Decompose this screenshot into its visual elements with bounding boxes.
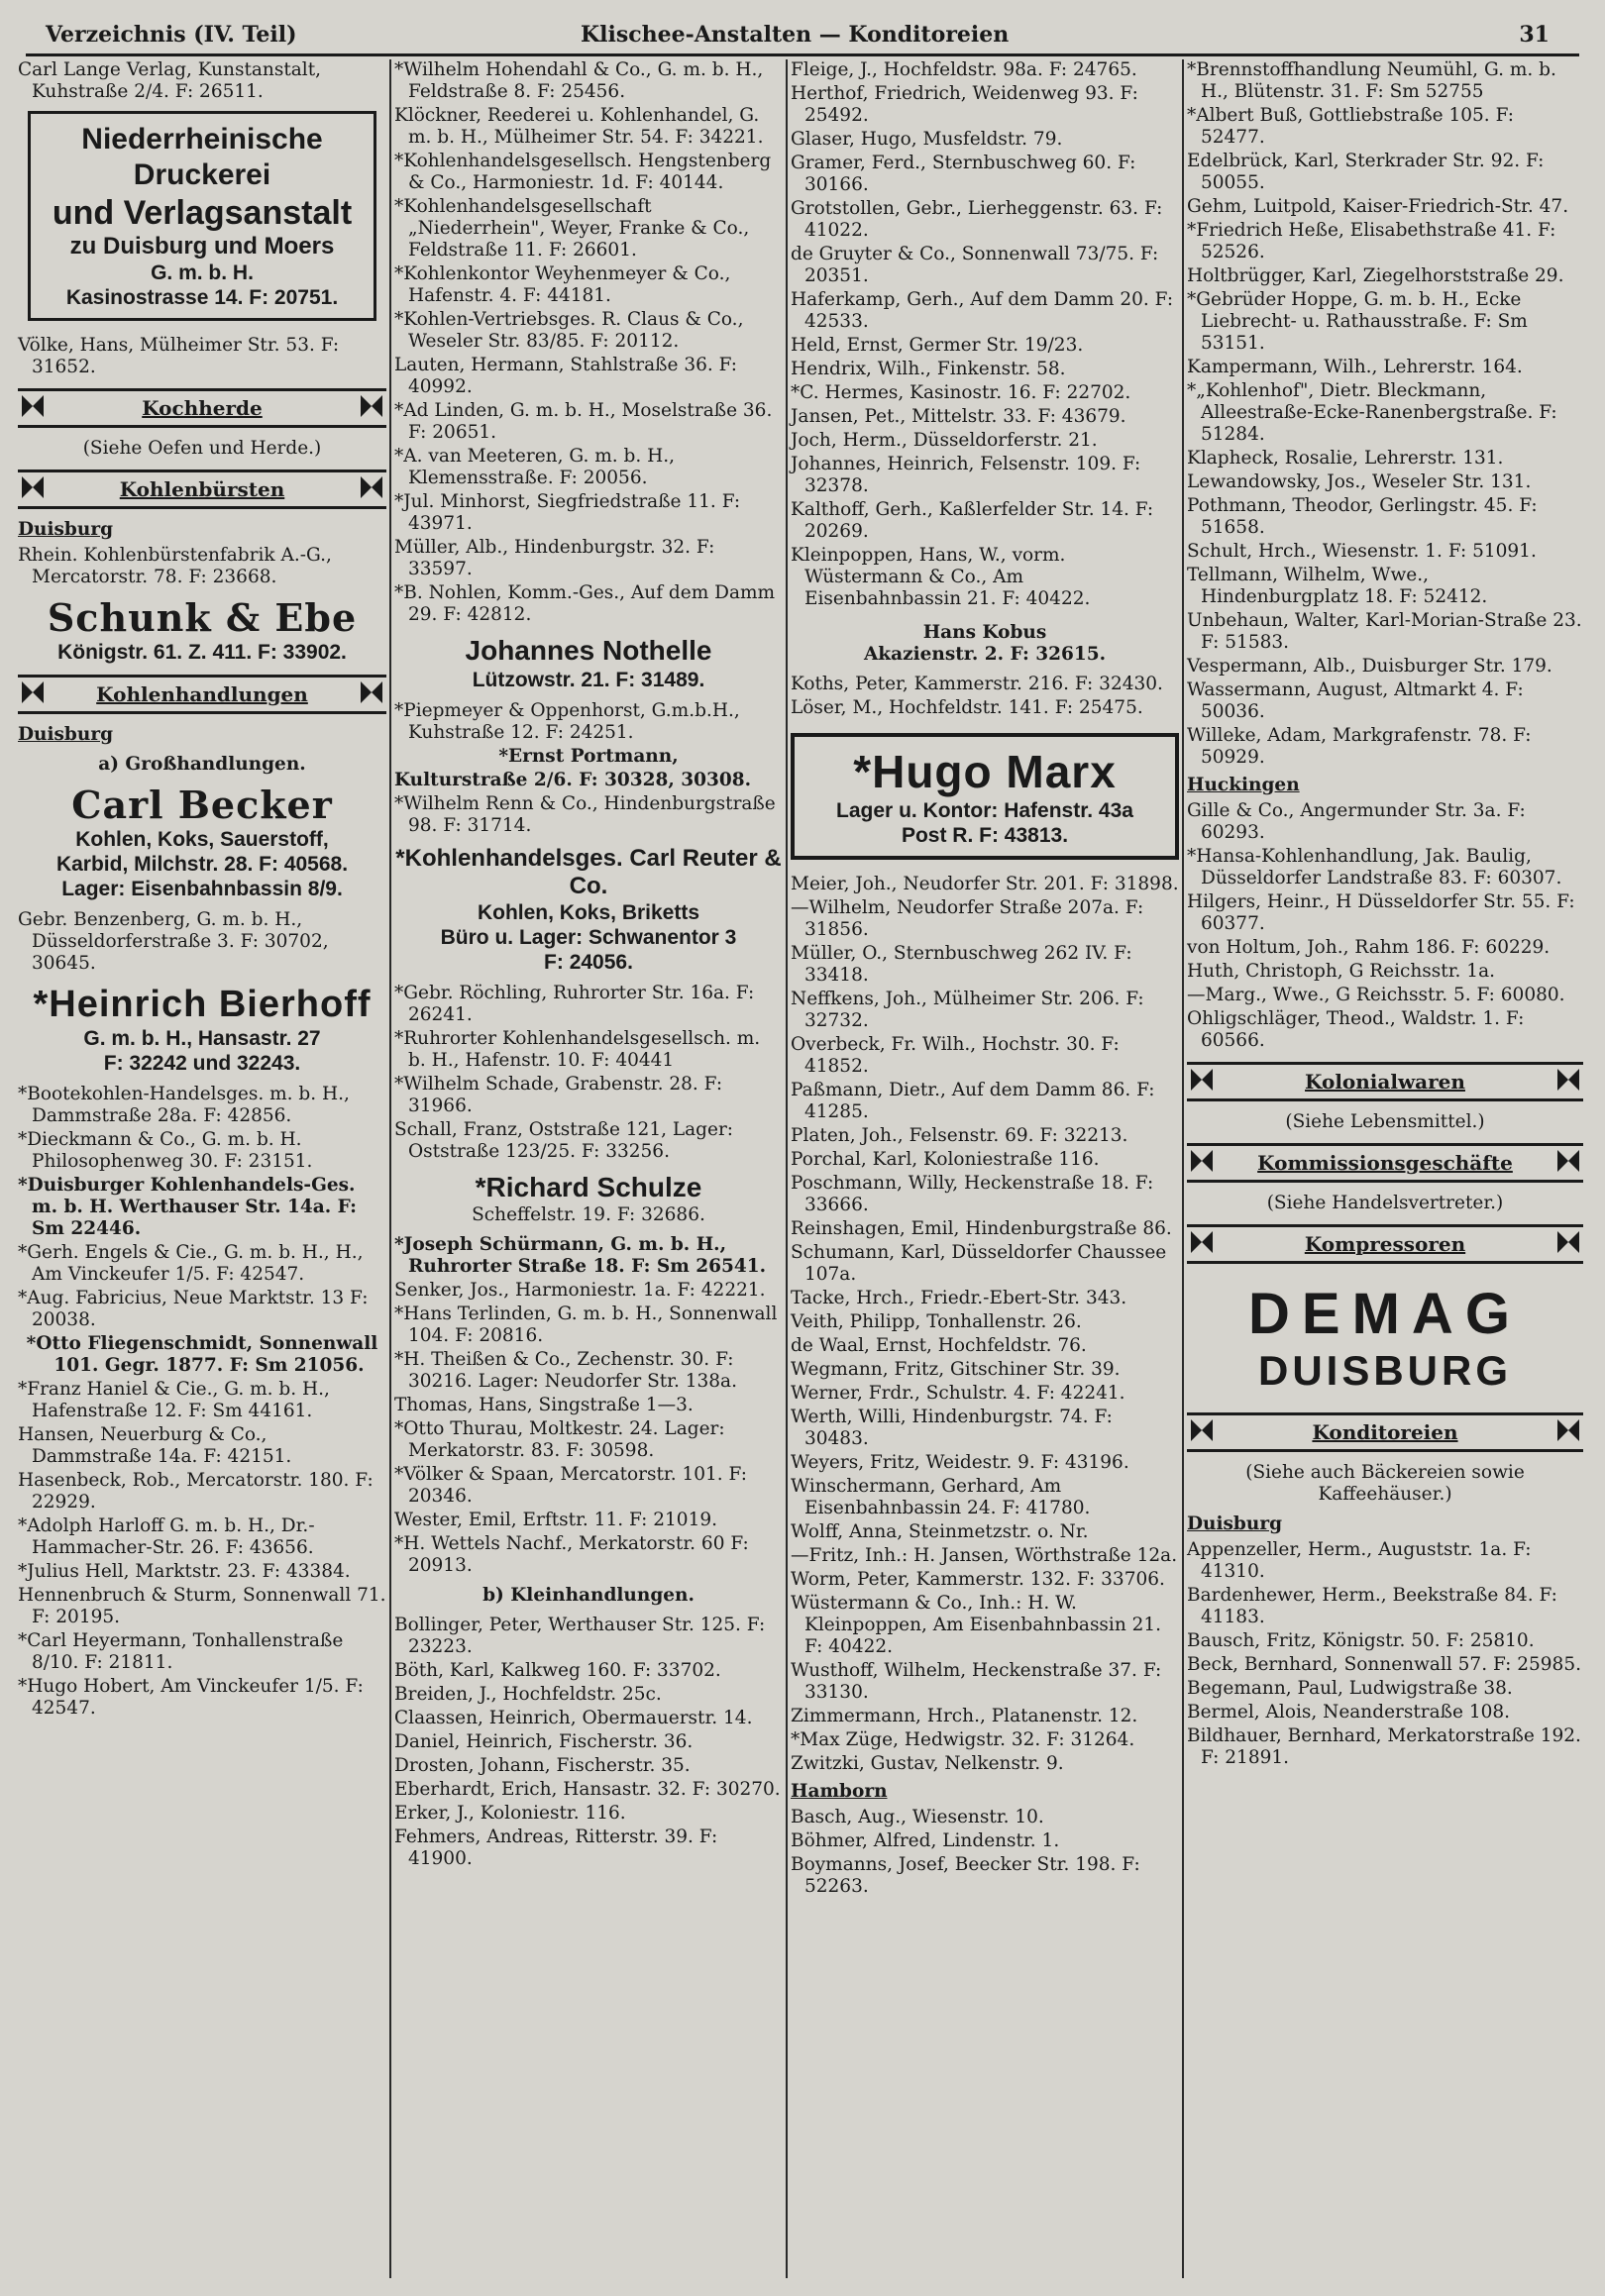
list-item: Gille & Co., Angermunder Str. 3a. F: 60293.: [1187, 800, 1526, 843]
list-item: Haferkamp, Gerh., Auf dem Damm 20. F: 42533.: [791, 289, 1174, 332]
list-item: *Duisburger Kohlenhandels-Ges. m. b. H. Werthauser Str. 14a. F: Sm 22446.: [18, 1175, 357, 1239]
list-item: *Wilhelm Renn & Co., Hindenburgstraße 98. F: 31714.: [394, 793, 776, 836]
list-item: Platen, Joh., Felsenstr. 69. F: 32213.: [791, 1125, 1128, 1146]
list-item: Schumann, Karl, Düsseldorfer Chaussee 107a.: [791, 1242, 1167, 1285]
list-item: *Hansa-Kohlenhandlung, Jak. Baulig, Düsseldorfer Landstraße 83. F: 60307.: [1187, 846, 1562, 888]
ad-richard-schulze: [394, 1171, 783, 1226]
list-item: Veith, Philipp, Tonhallenstr. 26.: [791, 1311, 1082, 1332]
ad-line: Akazienstr. 2. F: 32615.: [863, 644, 1107, 665]
list-item: Völke, Hans, Mülheimer Str. 53. F: 31652.: [18, 335, 340, 377]
list-item: *Jul. Minhorst, Siegfriedstraße 11. F: 43971.: [394, 491, 741, 534]
list-item: Neffkens, Joh., Mülheimer Str. 206. F: 32732.: [791, 989, 1144, 1031]
list-item: *Otto Fliegenschmidt, Sonnenwall 101. Gegr. 1877. F: Sm 21056.: [26, 1333, 378, 1376]
bowtie-ornament-icon: [361, 395, 382, 417]
list-item: Huth, Christoph, G Reichsstr. 1a.: [1187, 961, 1495, 982]
section-banner: [18, 675, 386, 714]
section-banner: [1187, 1062, 1583, 1101]
list-item: Kampermann, Wilh., Lehrerstr. 164.: [1187, 357, 1523, 377]
list-item: Wester, Emil, Erftstr. 11. F: 21019.: [394, 1510, 717, 1530]
list-item: *Otto Thurau, Moltkestr. 24. Lager: Merkatorstr. 83. F: 30598.: [394, 1418, 725, 1461]
list-item: Tacke, Hrch., Friedr.-Ebert-Str. 343.: [791, 1288, 1127, 1308]
list-item: Erker, J., Koloniestr. 116.: [394, 1803, 626, 1824]
list-item: Hendrix, Wilh., Finkenstr. 58.: [791, 359, 1066, 379]
list-item: Boymanns, Josef, Beecker Str. 198. F: 52263.: [791, 1854, 1140, 1897]
list-item: *Gerh. Engels & Cie., G. m. b. H., H., Am Vinckeufer 1/5. F: 42547.: [18, 1242, 364, 1285]
bowtie-ornament-icon: [1191, 1231, 1213, 1253]
ad-line: Niederrheinische Druckerei: [81, 123, 323, 191]
list-item: Senker, Jos., Harmoniestr. 1a. F: 42221.: [394, 1280, 766, 1301]
section-title: Kommissionsgeschäfte: [1257, 1151, 1513, 1175]
list-item: *Wilhelm Schade, Grabenstr. 28. F: 31966.: [394, 1074, 723, 1116]
bowtie-ornament-icon: [1557, 1150, 1579, 1172]
bowtie-ornament-icon: [1191, 1150, 1213, 1172]
list-item: Wegmann, Fritz, Gitschiner Str. 39.: [791, 1359, 1121, 1380]
ad-line: F: 24056.: [544, 951, 633, 974]
list-item: *Ernst Portmann,: [498, 746, 679, 767]
section-banner: [1187, 1412, 1583, 1452]
header-topic: Klischee-Anstalten — Konditoreien: [581, 22, 1010, 48]
list-item: *Adolph Harloff G. m. b. H., Dr.-Hammacher-Str. 26. F: 43656.: [18, 1515, 315, 1558]
list-item: Böhmer, Alfred, Lindenstr. 1.: [791, 1830, 1060, 1851]
list-item: *Hugo Hobert, Am Vinckeufer 1/5. F: 42547.: [18, 1676, 364, 1719]
list-item: Daniel, Heinrich, Fischerstr. 36.: [394, 1731, 694, 1752]
list-item: Paßmann, Dietr., Auf dem Damm 86. F: 41285.: [791, 1080, 1155, 1122]
list-item: Held, Ernst, Germer Str. 19/23.: [791, 335, 1084, 356]
ad-carl-becker: [18, 783, 386, 901]
section-banner: [18, 388, 386, 428]
list-item: Unbehaun, Walter, Karl-Morian-Straße 23. F: 51583.: [1187, 610, 1582, 653]
list-item: Reinshagen, Emil, Hindenburgstraße 86.: [791, 1218, 1172, 1239]
list-item: *Julius Hell, Marktstr. 23. F: 43384.: [18, 1561, 351, 1582]
ad-line: Kohlen, Koks, Briketts: [477, 901, 700, 924]
list-item: Gehm, Luitpold, Kaiser-Friedrich-Str. 47.: [1187, 196, 1569, 217]
list-item: Wolff, Anna, Steinmetzstr. o. Nr.: [791, 1521, 1089, 1542]
ad-line: Lager u. Kontor: Hafenstr. 43a: [836, 799, 1133, 822]
city-heading: Duisburg: [1187, 1513, 1283, 1534]
section-title: Kolonialwaren: [1305, 1070, 1465, 1094]
list-item: Klöckner, Reederei u. Kohlenhandel, G. m. b. H., Mülheimer Str. 54. F: 34221.: [394, 105, 764, 148]
list-item: *Hans Terlinden, G. m. b. H., Sonnenwall 104. F: 20816.: [394, 1304, 778, 1346]
list-item: Rhein. Kohlenbürstenfabrik A.-G., Mercatorstr. 78. F: 23668.: [18, 545, 332, 587]
list-item: Edelbrück, Karl, Sterkrader Str. 92. F: 50055.: [1187, 151, 1545, 193]
list-item: Vespermann, Alb., Duisburger Str. 179.: [1187, 656, 1552, 677]
list-item: *Kohlen-Vertriebsges. R. Claus & Co., Weseler Str. 83/85. F: 20112.: [394, 309, 744, 352]
list-item: *Brennstoffhandlung Neumühl, G. m. b. H., Blütenstr. 31. F: Sm 52755: [1187, 59, 1556, 102]
ad-line: DUISBURG: [1257, 1347, 1512, 1394]
ad-line: DEMAG: [1248, 1282, 1522, 1346]
list-item: Beck, Bernhard, Sonnenwall 57. F: 25985.: [1187, 1654, 1581, 1675]
subsection-heading: b) Kleinhandlungen.: [482, 1585, 695, 1606]
list-item: Zimmermann, Hrch., Platanenstr. 12.: [791, 1706, 1138, 1726]
city-heading: Huckingen: [1187, 775, 1300, 795]
bowtie-ornament-icon: [1557, 1419, 1579, 1441]
list-item: Lauten, Hermann, Stahlstraße 36. F: 40992.: [394, 355, 738, 397]
list-item: Bildhauer, Bernhard, Merkatorstraße 192. F: 21891.: [1187, 1725, 1581, 1768]
header-section: Verzeichnis (IV. Teil): [46, 22, 297, 48]
list-item: *Völker & Spaan, Mercatorstr. 101. F: 20346.: [394, 1464, 747, 1507]
column-2: [394, 59, 783, 1872]
section-title: Kohlenbürsten: [119, 477, 285, 501]
list-item: Thomas, Hans, Singstraße 1—3.: [394, 1395, 694, 1415]
list-item: Herthof, Friedrich, Weidenweg 93. F: 25492.: [791, 83, 1138, 126]
list-item: *Wilhelm Hohendahl & Co., G. m. b. H., Feldstraße 8. F: 25456.: [394, 59, 764, 102]
list-item: Zwitzki, Gustav, Nelkenstr. 9.: [791, 1753, 1064, 1774]
ad-line: Königstr. 61. Z. 411. F: 33902.: [57, 641, 347, 664]
ad-johannes-nothelle: [394, 634, 783, 692]
list-item: de Waal, Ernst, Hochfeldstr. 76.: [791, 1335, 1087, 1356]
ad-carl-reuter: [394, 845, 783, 975]
list-item: *Bootekohlen-Handelsges. m. b. H., Dammstraße 28a. F: 42856.: [18, 1084, 350, 1126]
column-rule: [389, 59, 391, 2278]
list-item: Klapheck, Rosalie, Lehrerstr. 131.: [1187, 448, 1504, 469]
list-item: Bermel, Alois, Neanderstraße 108.: [1187, 1702, 1511, 1722]
list-item: Hansen, Neuerburg & Co., Dammstraße 14a. F: 42151.: [18, 1424, 292, 1467]
ad-line: *Kohlenhandelsges. Carl Reuter & Co.: [395, 845, 782, 899]
list-item: *Dieckmann & Co., G. m. b. H. Philosophenweg 30. F: 23151.: [18, 1129, 313, 1172]
list-item: Porchal, Karl, Koloniestraße 116.: [791, 1149, 1100, 1170]
ad-line: Carl Becker: [71, 783, 333, 827]
list-item: Gramer, Ferd., Sternbuschweg 60. F: 30166.: [791, 153, 1136, 195]
list-item: Löser, M., Hochfeldstr. 141. F: 25475.: [791, 697, 1143, 718]
list-item: Breiden, J., Hochfeldstr. 25c.: [394, 1684, 662, 1705]
list-item: Werner, Frdr., Schulstr. 4. F: 42241.: [791, 1383, 1125, 1404]
ad-line: Hans Kobus: [922, 622, 1047, 643]
list-item: von Holtum, Joh., Rahm 186. F: 60229.: [1187, 937, 1551, 958]
list-item: Johannes, Heinrich, Felsenstr. 109. F: 32378.: [791, 454, 1141, 496]
list-item: Fehmers, Andreas, Ritterstr. 39. F: 41900.: [394, 1826, 718, 1869]
city-heading: Duisburg: [18, 519, 114, 540]
list-item: *Gebr. Röchling, Ruhrorter Str. 16a. F: 26241.: [394, 983, 755, 1025]
ad-line: Lager: Eisenbahnbassin 8/9.: [61, 878, 343, 900]
list-item: Schall, Franz, Oststraße 121, Lager: Oststraße 123/25. F: 33256.: [394, 1119, 734, 1162]
list-item: Eberhardt, Erich, Hansastr. 32. F: 30270.: [394, 1779, 781, 1800]
list-item: *Carl Heyermann, Tonhallenstraße 8/10. F: 21811.: [18, 1630, 344, 1673]
list-item: *Piepmeyer & Oppenhorst, G.m.b.H., Kuhstraße 12. F: 24251.: [394, 700, 740, 743]
section-title: Konditoreien: [1312, 1420, 1458, 1444]
list-item: —Fritz, Inh.: H. Jansen, Wörthstraße 12a.: [791, 1545, 1178, 1566]
list-item: Gebr. Benzenberg, G. m. b. H., Düsseldorferstraße 3. F: 30702, 30645.: [18, 909, 329, 974]
ad-line: zu Duisburg und Moers: [69, 233, 335, 260]
ad-line: Schunk & Ebe: [47, 595, 358, 640]
list-item: *A. van Meeteren, G. m. b. H., Klemensstraße. F: 20056.: [394, 446, 676, 488]
ad-line: Scheffelstr. 19. F: 32686.: [472, 1204, 705, 1225]
bowtie-ornament-icon: [1191, 1419, 1213, 1441]
list-item: *Franz Haniel & Cie., G. m. b. H., Hafenstraße 12. F: Sm 44161.: [18, 1379, 330, 1421]
section-title: Kompressoren: [1304, 1232, 1466, 1256]
bowtie-ornament-icon: [22, 395, 44, 417]
list-item: Kulturstraße 2/6. F: 30328, 30308.: [394, 770, 752, 790]
see-also-note: (Siehe auch Bäckereien sowie Kaffeehäuser.): [1245, 1462, 1525, 1505]
bowtie-ornament-icon: [1557, 1231, 1579, 1253]
list-item: Kalthoff, Gerh., Kaßlerfelder Str. 14. F: 20269.: [791, 499, 1154, 542]
ad-line: Kohlen, Koks, Sauerstoff,: [75, 828, 329, 851]
list-item: Lewandowsky, Jos., Weseler Str. 131.: [1187, 471, 1532, 492]
ad-line: Lützowstr. 21. F: 31489.: [472, 669, 705, 691]
list-item: *C. Hermes, Kasinostr. 16. F: 22702.: [791, 382, 1131, 403]
ad-demag: [1187, 1282, 1583, 1395]
list-item: Böth, Karl, Kalkweg 160. F: 33702.: [394, 1660, 721, 1681]
page-header: [26, 14, 1579, 56]
ad-line: Johannes Nothelle: [465, 635, 712, 666]
list-item: Grotstollen, Gebr., Lierheggenstr. 63. F: 41022.: [791, 198, 1163, 241]
list-item: de Gruyter & Co., Sonnenwall 73/75. F: 20351.: [791, 244, 1159, 286]
ad-line: F: 32242 und 32243.: [103, 1052, 301, 1075]
list-item: *Kohlenhandelsgesellsch. Hengstenberg & Co., Harmoniestr. 1d. F: 40144.: [394, 151, 772, 193]
list-item: Winschermann, Gerhard, Am Eisenbahnbassin 24. F: 41780.: [791, 1476, 1091, 1518]
list-item: Bollinger, Peter, Werthauser Str. 125. F: 23223.: [394, 1615, 766, 1657]
list-item: *Friedrich Heße, Elisabethstraße 41. F: 52526.: [1187, 220, 1556, 262]
list-item: Drosten, Johann, Fischerstr. 35.: [394, 1755, 691, 1776]
ad-niederrheinische-druckerei: [28, 111, 376, 321]
ad-line: Post R. F: 43813.: [901, 824, 1069, 847]
list-item: Hasenbeck, Rob., Mercatorstr. 180. F: 22929.: [18, 1470, 374, 1513]
list-item: *Joseph Schürmann, G. m. b. H., Ruhrorter Straße 18. F: Sm 26541.: [394, 1234, 767, 1277]
bowtie-ornament-icon: [361, 681, 382, 703]
list-item: Carl Lange Verlag, Kunstanstalt, Kuhstraße 2/4. F: 26511.: [18, 59, 322, 102]
see-also-note: (Siehe Handelsvertreter.): [1266, 1193, 1504, 1213]
list-item: *Max Züge, Hedwigstr. 32. F: 31264.: [791, 1729, 1135, 1750]
list-item: *„Kohlenhof", Dietr. Bleckmann, Alleestraße-Ecke-Ranenbergstraße. F: 51284.: [1187, 380, 1557, 445]
list-item: Bardenhewer, Herm., Beekstraße 84. F: 41183.: [1187, 1585, 1557, 1627]
list-item: Basch, Aug., Wiesenstr. 10.: [791, 1807, 1044, 1827]
column-rule: [1182, 59, 1184, 2278]
city-heading: Hamborn: [791, 1781, 888, 1802]
section-banner: [18, 470, 386, 509]
list-item: —Marg., Wwe., G Reichsstr. 5. F: 60080.: [1187, 985, 1565, 1005]
list-item: *Kohlenkontor Weyhenmeyer & Co., Hafenstr. 4. F: 44181.: [394, 263, 731, 306]
list-item: Worm, Peter, Kammerstr. 132. F: 33706.: [791, 1569, 1165, 1590]
list-item: Wusthoff, Wilhelm, Heckenstraße 37. F: 33130.: [791, 1660, 1162, 1703]
list-item: Begemann, Paul, Ludwigstraße 38.: [1187, 1678, 1513, 1699]
list-item: Hennenbruch & Sturm, Sonnenwall 71. F: 20195.: [18, 1585, 386, 1627]
column-1: [18, 59, 386, 1722]
list-item: Fleige, J., Hochfeldstr. 98a. F: 24765.: [791, 59, 1137, 80]
bowtie-ornament-icon: [1191, 1069, 1213, 1091]
list-item: *Albert Buß, Gottliebstraße 105. F: 52477.: [1187, 105, 1514, 148]
column-4: [1187, 59, 1583, 1771]
subsection-heading: a) Großhandlungen.: [98, 754, 306, 775]
section-banner: [1187, 1143, 1583, 1183]
list-item: Glaser, Hugo, Musfeldstr. 79.: [791, 129, 1063, 150]
bowtie-ornament-icon: [361, 476, 382, 498]
ad-line: *Hugo Marx: [853, 746, 1117, 797]
list-item: Claassen, Heinrich, Obermauerstr. 14.: [394, 1708, 753, 1728]
list-item: Weyers, Fritz, Weidestr. 9. F: 43196.: [791, 1452, 1129, 1473]
bowtie-ornament-icon: [22, 681, 44, 703]
ad-line: Karbid, Milchstr. 28. F: 40568.: [55, 853, 349, 876]
ad-line: G. m. b. H., Hansastr. 27: [83, 1027, 321, 1050]
see-also-note: (Siehe Oefen und Herde.): [82, 438, 322, 459]
list-item: *Aug. Fabricius, Neue Marktstr. 13 F: 20038.: [18, 1288, 369, 1330]
ad-line: *Richard Schulze: [475, 1172, 702, 1202]
list-item: Wüstermann & Co., Inh.: H. W. Kleinpoppen, Am Eisenbahnbassin 21. F: 40422.: [791, 1593, 1162, 1657]
section-banner: [1187, 1224, 1583, 1264]
list-item: *Ad Linden, G. m. b. H., Moselstraße 36. F: 20651.: [394, 400, 773, 443]
column-3: [791, 59, 1179, 1900]
list-item: *Gebrüder Hoppe, G. m. b. H., Ecke Liebrecht- u. Rathausstraße. F: Sm 53151.: [1187, 289, 1528, 354]
list-item: —Wilhelm, Neudorfer Straße 207a. F: 31856.: [791, 897, 1144, 940]
bowtie-ornament-icon: [1557, 1069, 1579, 1091]
ad-line: Büro u. Lager: Schwanentor 3: [440, 926, 737, 949]
section-title: Kohlenhandlungen: [96, 682, 308, 706]
list-item: Jansen, Pet., Mittelstr. 33. F: 43679.: [791, 406, 1126, 427]
list-item: Ohligschläger, Theod., Waldstr. 1. F: 60566.: [1187, 1008, 1525, 1051]
ad-hugo-marx: [791, 733, 1179, 860]
list-item: Poschmann, Willy, Heckenstraße 18. F: 33666.: [791, 1173, 1154, 1215]
list-item: Hilgers, Heinr., H Düsseldorfer Str. 55. F: 60377.: [1187, 891, 1575, 934]
ad-hans-kobus: [791, 622, 1179, 666]
page-number: 31: [1519, 22, 1550, 48]
list-item: Meier, Joh., Neudorfer Str. 201. F: 31898.: [791, 874, 1179, 894]
section-title: Kochherde: [142, 396, 263, 420]
list-item: Müller, Alb., Hindenburgstr. 32. F: 33597.: [394, 537, 715, 579]
list-item: Joch, Herm., Düsseldorferstr. 21.: [791, 430, 1098, 451]
list-item: *H. Theißen & Co., Zechenstr. 30. F: 30216. Lager: Neudorfer Str. 138a.: [394, 1349, 737, 1392]
list-item: *H. Wettels Nachf., Merkatorstr. 60 F: 20913.: [394, 1533, 749, 1576]
list-item: *B. Nohlen, Komm.-Ges., Auf dem Damm 29. F: 42812.: [394, 582, 776, 625]
list-item: Kleinpoppen, Hans, W., vorm. Wüstermann & Co., Am Eisenbahnbassin 21. F: 40422.: [791, 545, 1091, 609]
list-item: *Kohlenhandelsgesellschaft „Niederrhein", Weyer, Franke & Co., Feldstraße 11. F: 26601.: [394, 196, 750, 261]
ad-heinrich-bierhoff: [18, 983, 386, 1076]
list-item: Bausch, Fritz, Königstr. 50. F: 25810.: [1187, 1630, 1535, 1651]
list-item: Willeke, Adam, Markgrafenstr. 78. F: 50929.: [1187, 725, 1532, 768]
ad-line: *Heinrich Bierhoff: [33, 984, 372, 1025]
list-item: Werth, Willi, Hindenburgstr. 74. F: 30483.: [791, 1407, 1113, 1449]
list-item: Appenzeller, Herm., Auguststr. 1a. F: 41310.: [1187, 1539, 1532, 1582]
list-item: Holtbrügger, Karl, Ziegelhorststraße 29.: [1187, 265, 1564, 286]
list-item: Tellmann, Wilhelm, Wwe., Hindenburgplatz 18. F: 52412.: [1187, 565, 1488, 607]
ad-line: G. m. b. H.: [151, 261, 254, 284]
list-item: *Ruhrorter Kohlenhandelsgesellsch. m. b. H., Hafenstr. 10. F: 40441: [394, 1028, 761, 1071]
list-item: Wassermann, August, Altmarkt 4. F: 50036.: [1187, 679, 1524, 722]
ad-schunk-ebe: [18, 596, 386, 665]
list-item: Koths, Peter, Kammerstr. 216. F: 32430.: [791, 674, 1163, 694]
column-rule: [786, 59, 788, 2278]
list-item: Schult, Hrch., Wiesenstr. 1. F: 51091.: [1187, 541, 1537, 562]
city-heading: Duisburg: [18, 724, 114, 745]
ad-line: und Verlagsanstalt: [52, 194, 353, 232]
see-also-note: (Siehe Lebensmittel.): [1285, 1111, 1485, 1132]
list-item: Müller, O., Sternbuschweg 262 IV. F: 33418.: [791, 943, 1132, 986]
bowtie-ornament-icon: [22, 476, 44, 498]
list-item: Overbeck, Fr. Wilh., Hochstr. 30. F: 41852.: [791, 1034, 1120, 1077]
list-item: Pothmann, Theodor, Gerlingstr. 45. F: 51658.: [1187, 495, 1538, 538]
ad-line: Kasinostrasse 14. F: 20751.: [65, 286, 339, 309]
